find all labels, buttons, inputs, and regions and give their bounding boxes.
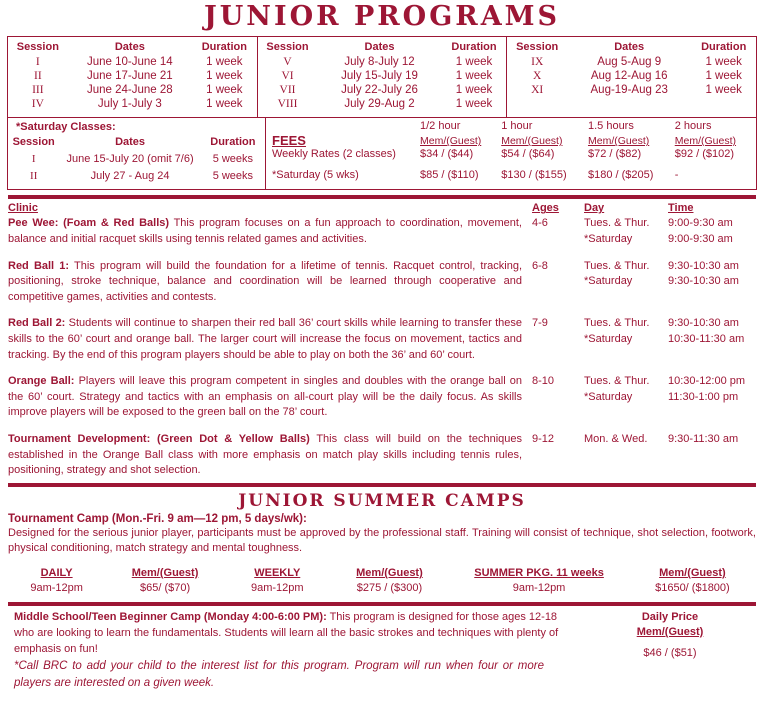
fee-weekly-value: $34 / ($44) [420, 148, 474, 161]
table-row [8, 98, 257, 112]
session-duration: 1 week [206, 70, 243, 83]
clinic-row-red-ball-1 [8, 259, 756, 306]
clinic-time-secondary: 10:30-11:30 am [668, 333, 745, 345]
saturday-heading: *Saturday Classes: [16, 121, 116, 134]
clinic-row-orange-ball [8, 374, 756, 421]
spacer-cell [567, 98, 691, 114]
sessions-block-1 [8, 37, 257, 117]
clinic-description [8, 316, 532, 363]
session-id: VII [279, 84, 296, 97]
session-dates: July 29-Aug 2 [344, 98, 415, 111]
clinic-day-primary: Mon. & Wed. [584, 433, 648, 446]
table-header-row [258, 39, 507, 56]
session-id: X [533, 70, 542, 83]
fee-duration-two-hours: 2 hours [674, 120, 712, 133]
clinic-day-secondary: *Saturday [584, 333, 633, 345]
col-header-duration: Duration [210, 136, 256, 149]
fees-saturday-row [272, 160, 756, 181]
col-header-duration: Duration [201, 41, 247, 54]
teen-camp-description-wrap [14, 610, 574, 658]
col-header-session: Session [16, 41, 59, 54]
table-row [507, 98, 756, 114]
session-id: XI [531, 84, 544, 97]
clinic-time-primary: 9:30-10:30 am [668, 317, 739, 330]
fees-spacer [272, 120, 420, 133]
clinic-times [668, 432, 756, 479]
price-value-daily-hours: 9am-12pm [30, 582, 83, 595]
table-header-row [507, 39, 756, 56]
saturday-session-id: I [31, 153, 36, 166]
tournament-camp-block [0, 513, 764, 595]
clinic-day-primary: Tues. & Thur. [584, 317, 650, 330]
fee-saturday-value: $85 / ($110) [420, 169, 479, 182]
table-row [8, 56, 257, 70]
session-id: VIII [277, 98, 298, 111]
session-dates: July 15-July 19 [341, 70, 418, 83]
session-dates: Aug 5-Aug 9 [597, 56, 662, 69]
table-row [8, 70, 257, 84]
session-duration: 1 week [705, 70, 742, 83]
camps-section-title: JUNIOR SUMMER CAMPS [238, 490, 526, 511]
table-header-row [8, 39, 257, 56]
clinic-times [668, 316, 756, 363]
session-id: II [34, 70, 42, 83]
col-header-dates: Dates [115, 136, 146, 149]
table-row [258, 84, 507, 98]
clinic-day-secondary: *Saturday [584, 390, 633, 403]
clinic-col-header-clinic: Clinic [8, 202, 38, 215]
clinic-times [668, 374, 756, 421]
price-header-daily-memguest: Mem/(Guest) [131, 567, 199, 580]
fees-block [266, 118, 756, 189]
table-header-row [8, 566, 756, 581]
clinic-name: Red Ball 2: [8, 317, 66, 330]
saturday-and-fees-group [7, 118, 757, 190]
clinic-row-pee-wee [8, 216, 756, 247]
clinic-days [584, 259, 668, 306]
col-header-dates: Dates [364, 41, 395, 54]
session-duration: 1 week [206, 56, 243, 69]
price-value-weekly: $275 / ($300) [356, 582, 423, 595]
sessions-block-2 [257, 37, 507, 117]
sessions-table [507, 39, 756, 114]
clinic-day-secondary: *Saturday [584, 232, 633, 245]
session-id: VI [281, 70, 294, 83]
clinic-text: This class will build on the techniques established in the Orange Ball class with more emphasis on match play skills including tennis rules, positioning, strategy and shot selection. [8, 433, 522, 477]
fees-table [272, 120, 756, 181]
fee-memguest-label: Mem/(Guest) [674, 135, 737, 148]
clinic-text: Students will continue to sharpen their red ball 36’ court skills while learning to transfer these skills to the 60’ court and orange ball. The larger court will increase the focus on movement, tactics and tracking. By the end of this program players should be able to play on both the 36’ and 60’ court. [8, 317, 522, 361]
col-header-session: Session [12, 136, 55, 149]
clinic-col-header-time: Time [668, 202, 694, 215]
table-row [258, 98, 507, 112]
fee-duration-one-hour: 1 hour [501, 120, 533, 133]
clinic-ages: 4-6 [532, 217, 548, 230]
clinic-time-primary: 9:30-10:30 am [668, 259, 739, 272]
session-dates: Aug 12-Aug 16 [590, 70, 668, 83]
clinic-col-header-day: Day [584, 202, 605, 215]
col-header-session: Session [266, 41, 309, 54]
table-row [8, 169, 265, 186]
clinic-description [8, 216, 532, 247]
tournament-camp-heading: Tournament Camp (Mon.-Fri. 9 am—12 pm, 5 days/wk): [8, 512, 307, 525]
clinic-ages: 9-12 [532, 433, 555, 446]
clinic-days [584, 216, 668, 247]
teen-camp-section [0, 606, 764, 691]
teen-camp-price-block [574, 610, 756, 691]
saturday-table [8, 136, 265, 186]
price-value-daily: $65/ ($70) [139, 582, 191, 595]
price-value-summer-hours: 9am-12pm [512, 582, 566, 595]
teen-camp-price-value: $46 / ($51) [643, 646, 697, 659]
clinic-name: Red Ball 1: [8, 259, 70, 272]
saturday-dates: June 15-July 20 (omit 7/6) [66, 153, 194, 166]
teen-camp-text-block [14, 610, 574, 691]
table-row [8, 581, 756, 595]
clinic-description [8, 432, 532, 479]
fee-memguest-label: Mem/(Guest) [501, 135, 563, 148]
session-dates: June 24-June 28 [87, 84, 173, 97]
col-header-dates: Dates [114, 41, 145, 54]
clinic-time-secondary: 9:00-9:30 am [668, 232, 733, 245]
clinic-day-secondary: *Saturday [584, 275, 633, 288]
session-duration: 1 week [206, 84, 243, 97]
page-title: JUNIOR PROGRAMS [203, 1, 561, 32]
fee-saturday-value: $130 / ($155) [501, 169, 567, 182]
col-header-dates: Dates [614, 41, 645, 54]
clinic-time-secondary: 11:30-1:00 pm [668, 390, 739, 403]
clinic-row-red-ball-2 [8, 316, 756, 363]
price-header-daily: DAILY [40, 567, 73, 580]
camp-price-table [8, 566, 756, 595]
fees-saturday-label: *Saturday (5 wks) [272, 169, 359, 182]
clinic-times [668, 259, 756, 306]
fee-duration-half-hour: 1/2 hour [420, 120, 461, 133]
clinic-times [668, 216, 756, 247]
fee-saturday-value: $180 / ($205) [587, 169, 654, 182]
price-header-summer-memguest: Mem/(Guest) [659, 567, 726, 580]
col-header-session: Session [516, 41, 559, 54]
session-dates: July 22-July 26 [341, 84, 418, 97]
clinic-name: Tournament Development: (Green Dot & Yellow Balls) [8, 433, 310, 446]
fee-weekly-value: $54 / ($64) [501, 148, 555, 161]
table-row [258, 70, 507, 84]
session-dates: July 8-July 12 [344, 56, 415, 69]
saturday-duration: 5 weeks [212, 153, 254, 166]
fee-weekly-value: $72 / ($82) [587, 148, 642, 161]
sessions-table-group [7, 36, 757, 118]
fees-title-cell [272, 133, 420, 148]
clinic-text: This program will build the foundation for a lifetime of tennis. Racquet control, tracking, positioning, stroke technique, balance and coordination will be learned through cooperative and competitive games, activities and contests. [8, 259, 522, 303]
spacer-cell [691, 98, 756, 114]
fee-saturday-value: - [674, 169, 679, 182]
clinic-description [8, 259, 532, 306]
fee-weekly-value: $92 / ($102) [674, 148, 735, 161]
session-dates: June 17-June 21 [87, 70, 173, 83]
col-header-duration: Duration [451, 41, 497, 54]
fees-title: FEES [272, 133, 306, 149]
clinic-header-row [8, 202, 756, 216]
clinic-day-primary: Tues. & Thur. [584, 375, 650, 388]
clinic-days [584, 374, 668, 421]
clinic-ages: 6-8 [532, 259, 548, 272]
teen-camp-note: *Call BRC to add your child to the interest list for this program. Program will run when four or more players are interested on a given week. [14, 659, 544, 689]
saturday-session-id: II [30, 170, 38, 183]
clinic-section [0, 199, 764, 479]
table-row [507, 56, 756, 70]
fees-subheader-row [272, 133, 756, 148]
session-id: I [35, 56, 40, 69]
teen-camp-heading: Middle School/Teen Beginner Camp (Monday 4:00-6:00 PM): [14, 611, 327, 624]
table-header-row [8, 136, 265, 152]
session-duration: 1 week [455, 70, 493, 83]
clinic-row-tournament-development [8, 432, 756, 479]
teen-camp-description: This program is designed for those ages 12-18 who are looking to learn the fundamentals. Students will learn all the basic strokes and techniques with plenty of emphasis on fun! [14, 611, 559, 655]
session-id: IX [531, 56, 544, 69]
price-header-weekly-memguest: Mem/(Guest) [356, 567, 423, 580]
clinic-name: Orange Ball: [8, 375, 75, 388]
table-row [507, 70, 756, 84]
fees-duration-header-row [272, 120, 756, 133]
fees-weekly-label: Weekly Rates (2 classes) [272, 148, 396, 161]
saturday-dates: July 27 - Aug 24 [90, 170, 170, 183]
table-row [8, 84, 257, 98]
session-dates: July 1-July 3 [97, 98, 162, 111]
clinic-day-primary: Tues. & Thur. [584, 259, 650, 272]
table-row [507, 84, 756, 98]
clinic-ages: 8-10 [532, 375, 555, 388]
session-duration: 1 week [455, 98, 493, 111]
session-duration: 1 week [705, 56, 742, 69]
price-value-weekly-hours: 9am-12pm [250, 582, 304, 595]
session-id: III [32, 84, 44, 97]
spacer-cell [507, 98, 567, 114]
fee-memguest-label: Mem/(Guest) [420, 135, 482, 148]
price-header-weekly: WEEKLY [254, 567, 301, 580]
clinic-text: Players will leave this program competent in singles and doubles with the orange ball on the 60’ court. Strategy and tactics with an emphasis on all-court play will be the daily focus. As skills improve players will be exposed to the green ball on the 78’ court. [8, 375, 523, 419]
sessions-table [258, 39, 507, 112]
clinic-time-primary: 9:00-9:30 am [668, 217, 733, 230]
teen-camp-price-label: Daily Price [641, 611, 699, 624]
session-dates: June 10-June 14 [87, 56, 173, 69]
clinic-text: This program focuses on a fun approach to coordination, movement, balance and initial racquet skills using tennis related games and activities. [8, 217, 522, 245]
session-id: IV [31, 98, 44, 111]
clinic-time-primary: 9:30-11:30 am [668, 433, 739, 446]
session-duration: 1 week [206, 98, 243, 111]
clinic-col-header-ages: Ages [532, 202, 559, 215]
session-duration: 1 week [705, 84, 742, 97]
session-id: V [283, 56, 292, 69]
session-duration: 1 week [455, 84, 493, 97]
clinic-days [584, 316, 668, 363]
session-duration: 1 week [455, 56, 493, 69]
sessions-table [8, 39, 257, 112]
col-header-duration: Duration [701, 41, 747, 54]
teen-camp-price-sublabel: Mem/(Guest) [636, 625, 704, 638]
saturday-classes-block [8, 118, 266, 189]
clinic-days [584, 432, 668, 479]
table-row [258, 56, 507, 70]
clinic-description [8, 374, 532, 421]
clinic-ages: 7-9 [532, 317, 548, 330]
saturday-duration: 5 weeks [212, 170, 254, 183]
fees-weekly-row [272, 148, 756, 160]
clinic-time-secondary: 9:30-10:30 am [668, 275, 739, 288]
clinic-day-primary: Tues. & Thur. [584, 217, 650, 230]
fee-memguest-label: Mem/(Guest) [587, 135, 650, 148]
tournament-camp-description: Designed for the serious junior player, participants must be approved by the professional staff. Training will consist of technique, shot selection, footwork, physical conditioning, match strategy and mental toughness. [8, 526, 756, 555]
price-header-summer-pkg: SUMMER PKG. 11 weeks [474, 567, 604, 580]
fee-duration-one-half-hours: 1.5 hours [587, 120, 634, 133]
clinic-time-primary: 10:30-12:00 pm [668, 375, 746, 388]
clinic-name: Pee Wee: (Foam & Red Balls) [8, 217, 170, 230]
price-value-summer: $1650/ ($1800) [655, 582, 730, 595]
session-dates: Aug-19-Aug 23 [590, 84, 668, 97]
table-row [8, 152, 265, 169]
sessions-block-3 [506, 37, 756, 117]
